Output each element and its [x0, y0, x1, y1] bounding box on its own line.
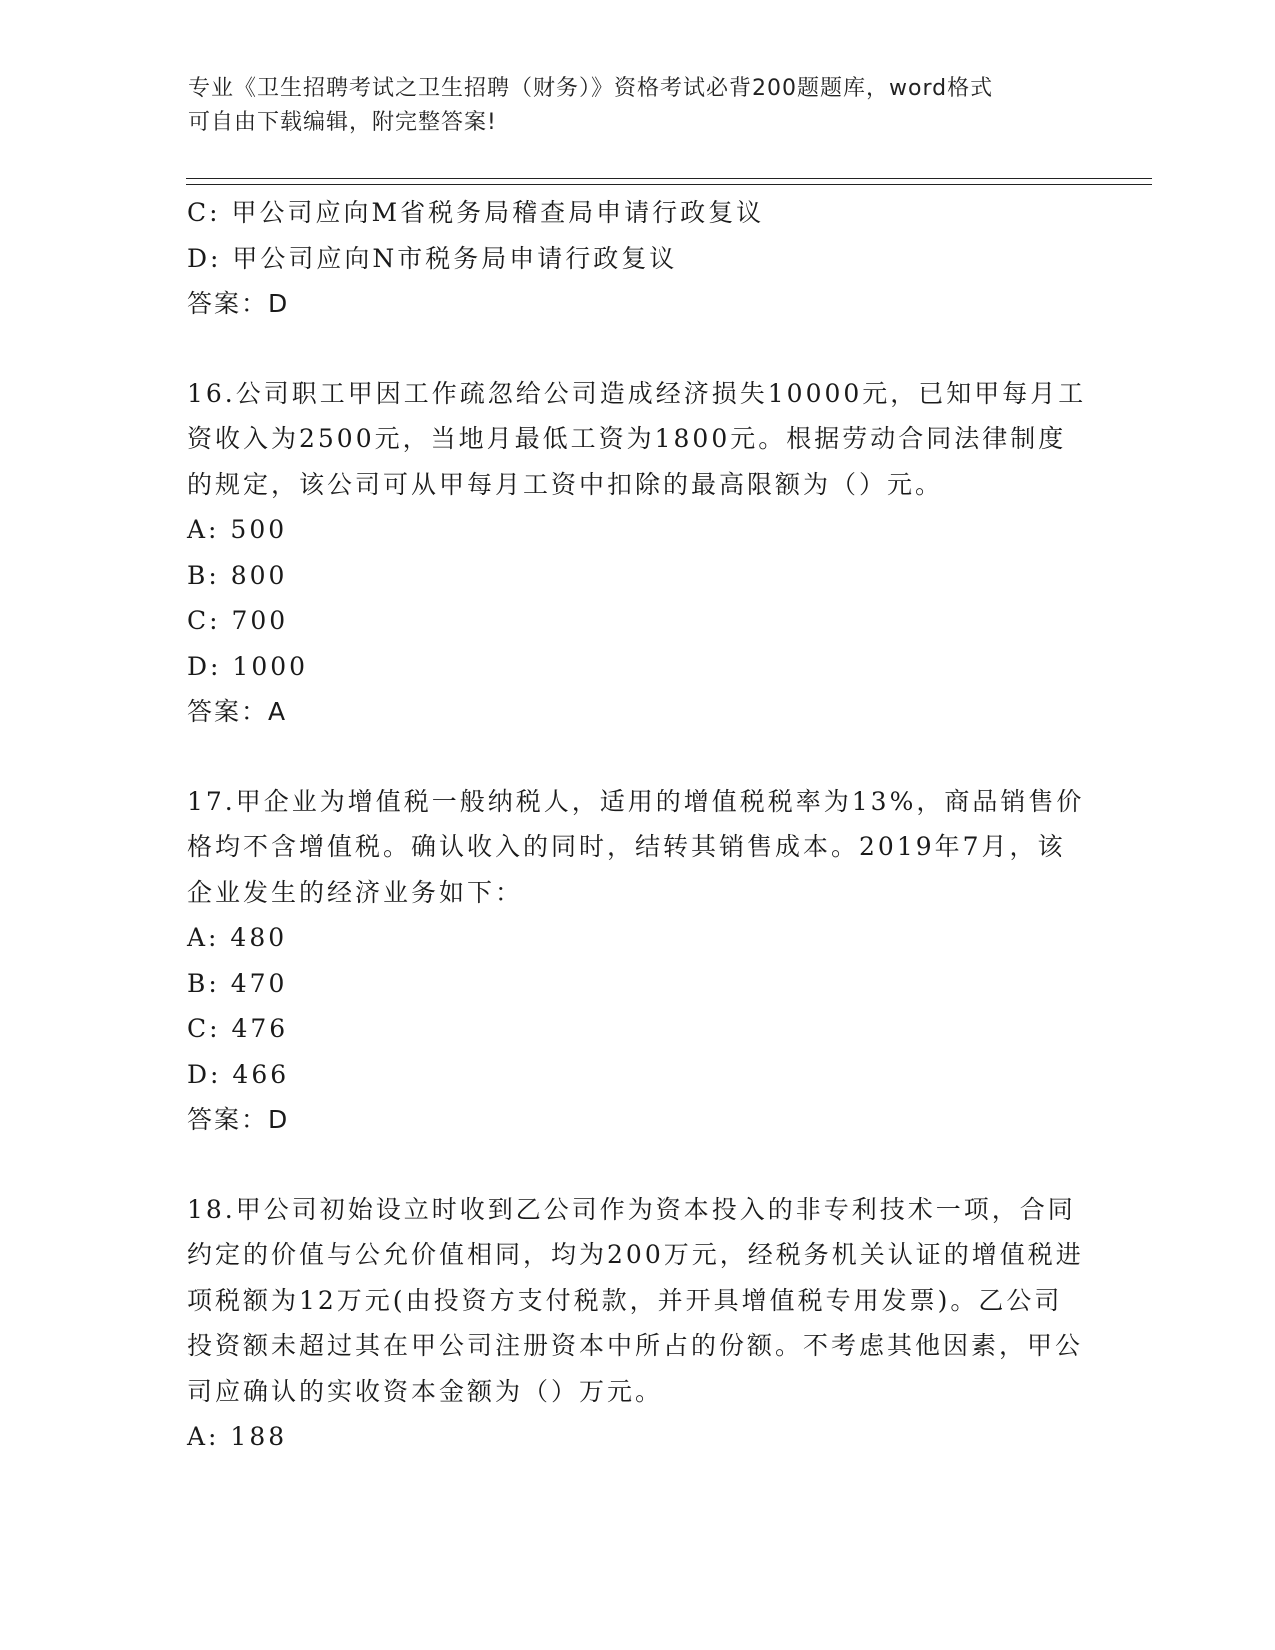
- page-header: [188, 72, 1068, 140]
- question-18: [187, 1187, 1087, 1460]
- question-16: [187, 371, 1087, 735]
- answer-line: 答案：A: [187, 697, 288, 726]
- question-17: [187, 779, 1087, 1143]
- option-a: A: 500: [187, 515, 288, 544]
- option-b: B: 800: [187, 560, 288, 590]
- option-d: D: 甲公司应向N市税务局申请行政复议: [187, 243, 678, 273]
- document-body: [187, 190, 1087, 1460]
- option-c: C: 甲公司应向M省税务局稽查局申请行政复议: [187, 198, 765, 227]
- header-title-line1: 专业《卫生招聘考试之卫生招聘（财务）》资格考试必背200题题库，word格式: [188, 76, 994, 101]
- option-d: D: 1000: [187, 651, 309, 681]
- question-stem: 16.公司职工甲因工作疏忽给公司造成经济损失10000元，已知甲每月工资收入为2500元，当地月最低工资为1800元。根据劳动合同法律制度的规定，该公司可从甲每月工资中扣除的最高限额为（）元。: [187, 378, 1087, 499]
- option-d: D: 466: [187, 1059, 290, 1089]
- header-title-line2: 可自由下载编辑，附完整答案!: [188, 110, 497, 135]
- option-a: A: 188: [187, 1422, 288, 1451]
- question-stem: 18.甲公司初始设立时收到乙公司作为资本投入的非专利技术一项，合同约定的价值与公允价值相同，均为200万元，经税务机关认证的增值税进项税额为12万元(由投资方支付税款，并开具增值税专用发票)。乙公司投资额未超过其在甲公司注册资本中所占的份额。不考虑其他因素，甲公司应确认的实收资本金额为（）万元。: [187, 1194, 1084, 1406]
- answer-line: 答案：D: [187, 289, 290, 318]
- question-15: [187, 190, 1087, 327]
- option-c: C: 476: [187, 1014, 289, 1043]
- question-stem: 17.甲企业为增值税一般纳税人，适用的增值税税率为13%，商品销售价格均不含增值税。确认收入的同时，结转其销售成本。2019年7月，该企业发生的经济业务如下：: [187, 786, 1085, 907]
- header-divider-thick: [186, 178, 1152, 179]
- answer-line: 答案：D: [187, 1105, 290, 1134]
- header-divider-thin: [186, 184, 1152, 185]
- option-c: C: 700: [187, 606, 289, 635]
- option-b: B: 470: [187, 968, 288, 998]
- option-a: A: 480: [187, 923, 288, 952]
